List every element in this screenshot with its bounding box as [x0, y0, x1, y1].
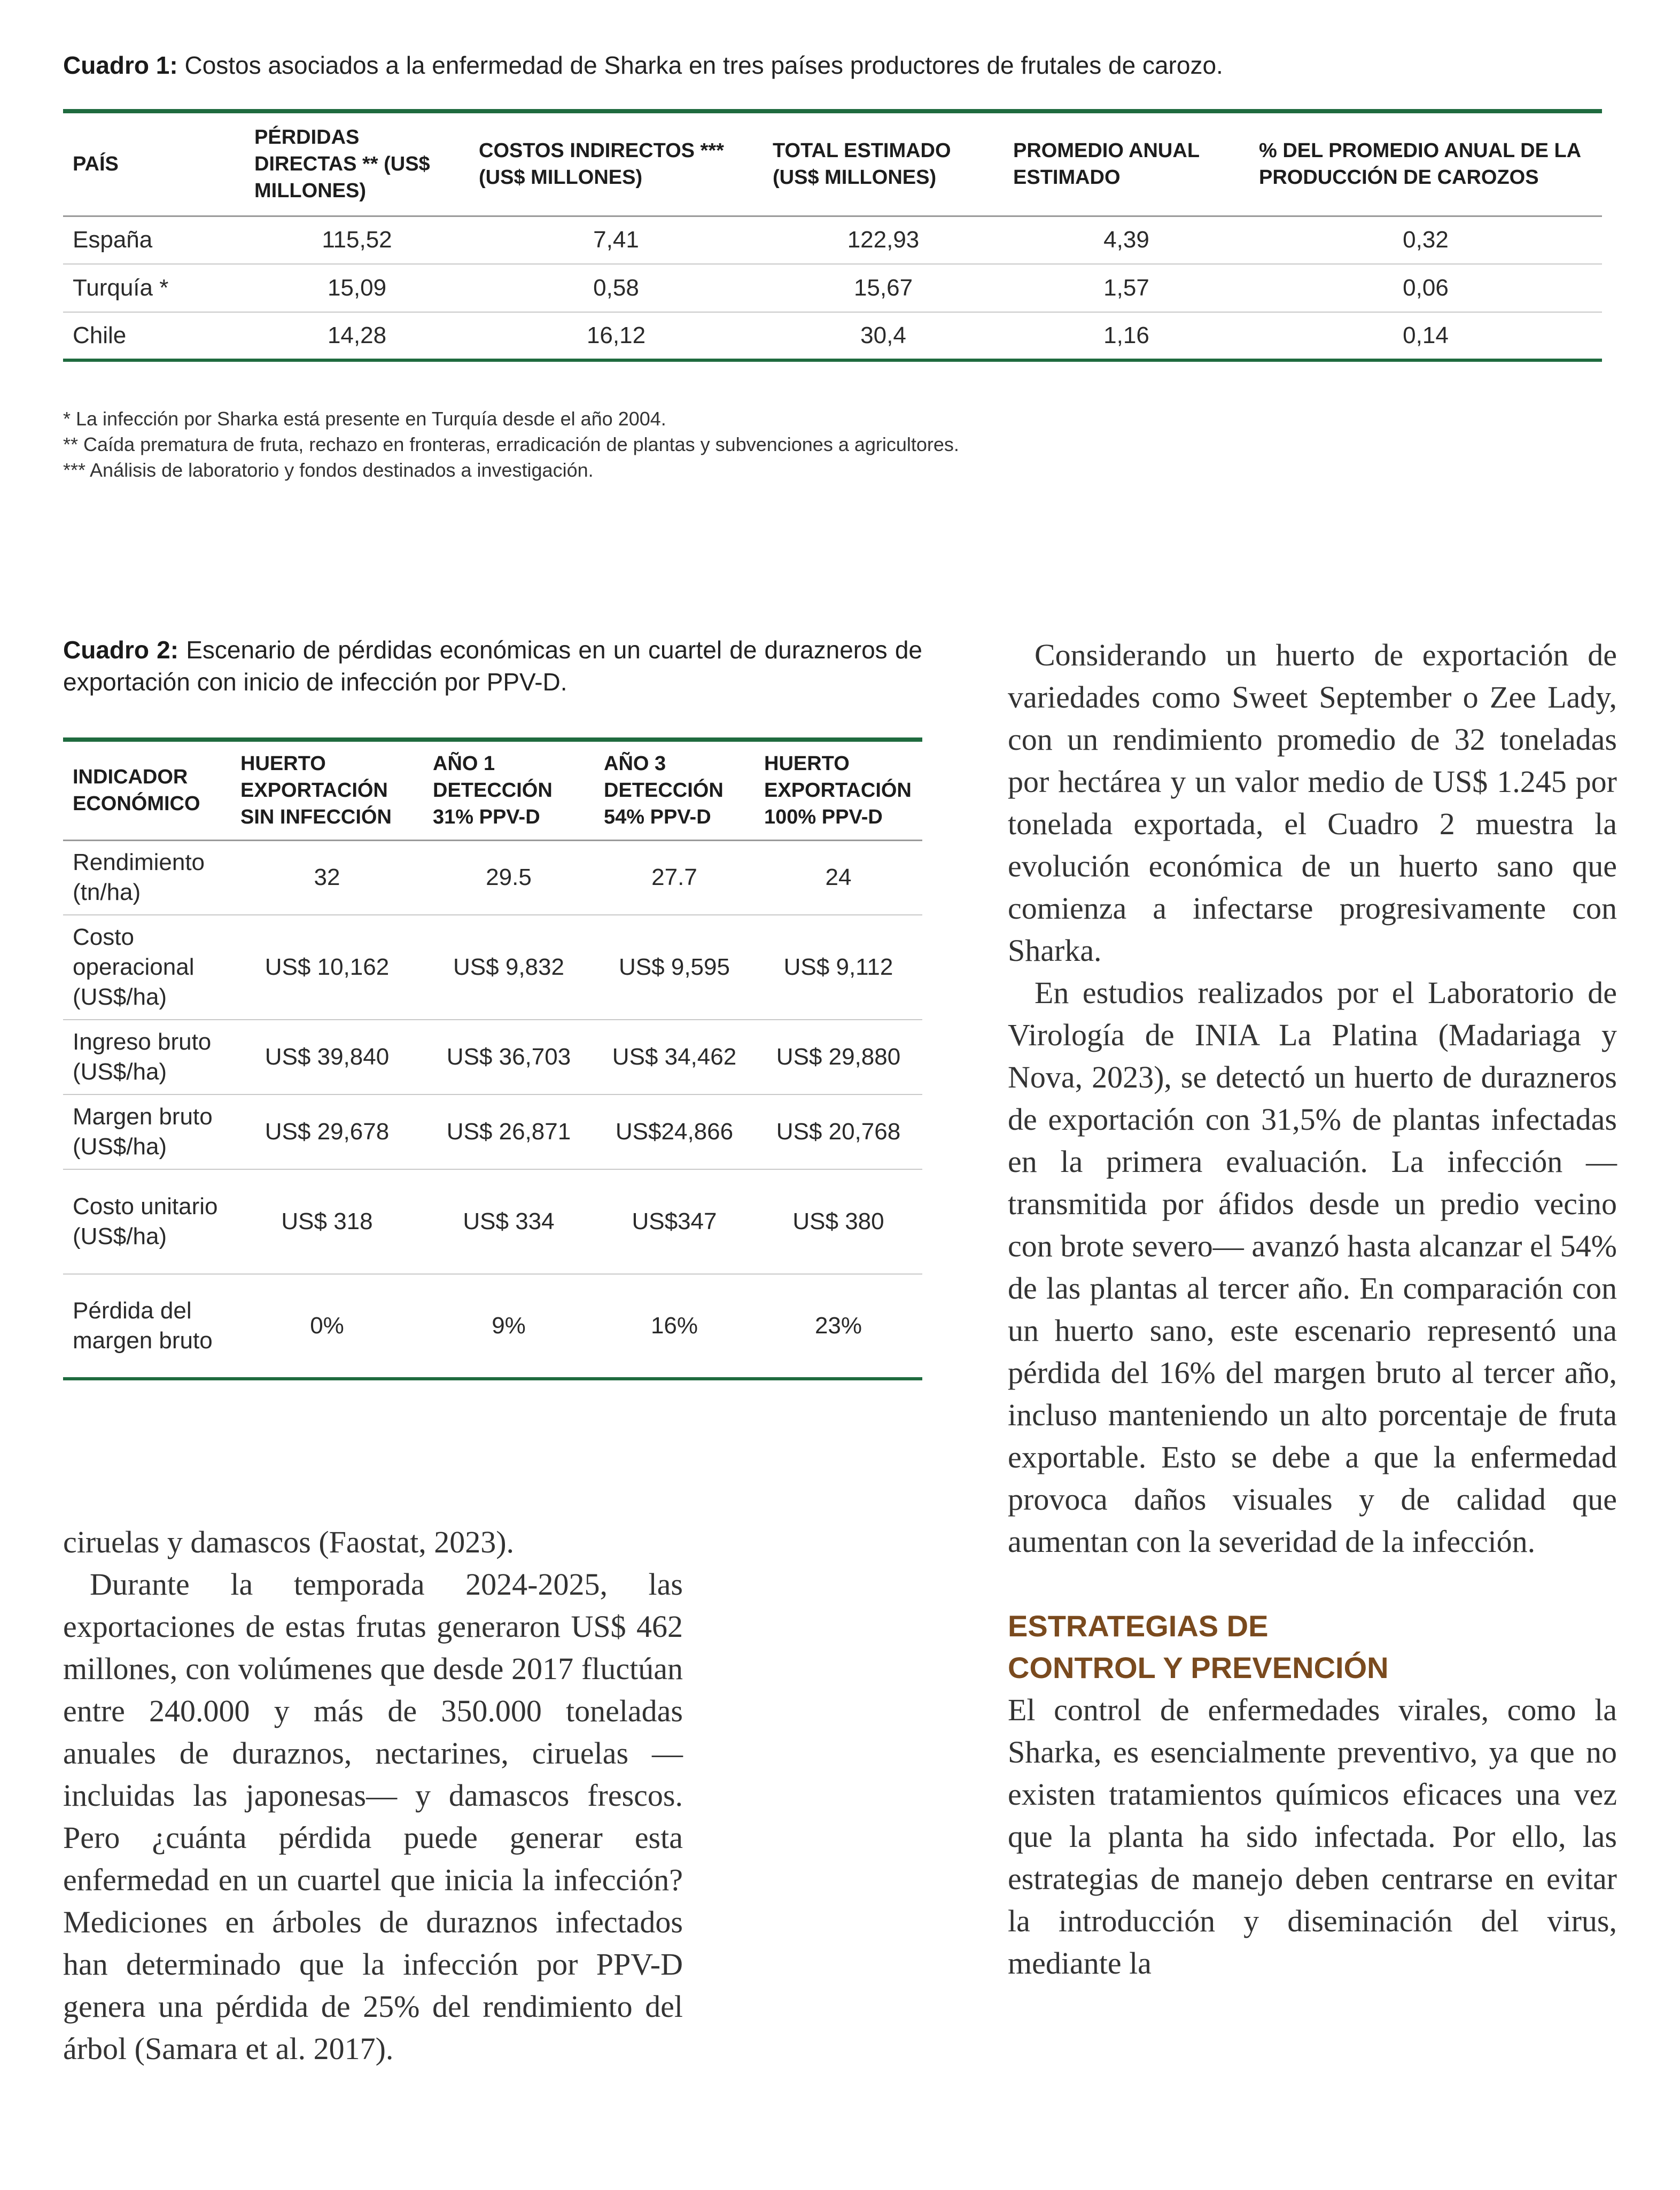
table1-cell: 14,28: [245, 312, 469, 360]
table-row: [63, 1020, 922, 1094]
table1-header-perdidas: PÉRDIDAS DIRECTAS ** (US$ MILLONES): [245, 111, 469, 216]
table1-cell: 0,58: [469, 264, 763, 312]
table1-cell: 15,67: [763, 264, 1004, 312]
table-row: [63, 1094, 922, 1169]
table2-caption-label: Cuadro 2:: [63, 636, 179, 664]
table2-cell: Rendimiento (tn/ha): [73, 849, 205, 906]
table2-cell: US$ 9,595: [594, 915, 755, 1020]
footnote: ** Caída prematura de fruta, rechazo en fronteras, erradicación de plantas y subvenciones a agricultores.: [63, 433, 959, 455]
table2-cell: Costo operacional (US$/ha): [63, 915, 231, 1020]
table1-cell: 115,52: [322, 227, 392, 253]
right-paragraph-3: El control de enfermedades virales, como la Sharka, es esencialmente preventivo, ya que no existen tratamientos químicos eficaces una vez que la planta ha sido infectada. Por ello, las estrategias de manejo deben centrarse en evitar la introducción y diseminación del virus, mediante la: [1008, 1692, 1617, 1981]
table1-cell: 1,16: [1004, 312, 1249, 360]
table2-cell: US$347: [594, 1169, 755, 1274]
table2-cell: US$ 20,768: [755, 1094, 922, 1169]
table2-cell: US$ 29,678: [231, 1094, 423, 1169]
table1-header-indirectos: COSTOS INDIRECTOS *** (US$ MILLONES): [469, 111, 763, 216]
table-row: [63, 840, 922, 915]
table1-cell: 15,09: [245, 264, 469, 312]
left-paragraph-1: ciruelas y damascos (Faostat, 2023).: [63, 1525, 515, 1559]
left-column-text: [63, 1521, 683, 2070]
table1-caption-text: Costos asociados a la enfermedad de Sharka en tres países productores de frutales de carozo.: [177, 51, 1223, 79]
left-paragraph-2: Durante la temporada 2024-2025, las exportaciones de estas frutas generaron US$ 462 millones, con volúmenes que desde 2017 fluctúan entre 240.000 y más de 350.000 toneladas anuales de duraznos, nectarines, ciruelas —incluidas las japonesas— y damascos frescos. Pero ¿cuánta pérdida puede generar esta enfermedad en un cuartel que inicia la infección? Mediciones en árboles de duraznos infectados han determinado que la infección por PPV-D genera una pérdida de 25% del rendimiento del árbol (Samara et al. 2017).: [63, 1567, 683, 2066]
table2-cell: 24: [825, 864, 852, 891]
table2-header-indicador: INDICADOR ECONÓMICO: [63, 740, 231, 840]
table2-cell: 9%: [423, 1274, 594, 1379]
table2-cell: 23%: [755, 1274, 922, 1379]
table2-cell: US$ 318: [231, 1169, 423, 1274]
table2-cell: 0%: [231, 1274, 423, 1379]
table2-cell: US$ 9,832: [423, 915, 594, 1020]
table1-cell: 0,06: [1249, 264, 1602, 312]
table1-header-total: TOTAL ESTIMADO (US$ MILLONES): [763, 111, 1004, 216]
table2-cell: US$ 334: [423, 1169, 594, 1274]
table1-cell: 0,32: [1403, 227, 1449, 253]
table2-cell: US$ 380: [755, 1169, 922, 1274]
table2-cell: 16%: [594, 1274, 755, 1379]
table1-cell: 122,93: [847, 227, 920, 253]
right-column-text: [1008, 634, 1617, 1984]
section-title-line2: CONTROL Y PREVENCIÓN: [1008, 1651, 1389, 1684]
table2-cell: Pérdida del margen bruto: [63, 1274, 231, 1379]
table2-cell: US$ 29,880: [755, 1020, 922, 1094]
footnote: * La infección por Sharka está presente en Turquía desde el año 2004.: [63, 408, 666, 430]
footnote: *** Análisis de laboratorio y fondos destinados a investigación.: [63, 459, 594, 481]
table2-cell: 32: [314, 864, 340, 891]
table1-header-porcentaje: % DEL PROMEDIO ANUAL DE LA PRODUCCIÓN DE CAROZOS: [1249, 111, 1602, 216]
table2-header-100: HUERTO EXPORTACIÓN 100% PPV-D: [755, 740, 922, 840]
table-row: [63, 264, 1602, 312]
table1-cell: 4,39: [1103, 227, 1149, 253]
table1-cell: 16,12: [469, 312, 763, 360]
right-paragraph-2: En estudios realizados por el Laboratorio de Virología de INIA La Platina (Madariaga y Nova, 2023), se detectó un huerto de durazneros de exportación con 31,5% de plantas infectadas en la primera evaluación. La infección —transmitida por áfidos desde un predio vecino con brote severo— avanzó hasta alcanzar el 54% de las plantas al tercer año. En comparación con un huerto sano, este escenario representó una pérdida del 16% del margen bruto al tercer año, incluso manteniendo un alto porcentaje de fruta exportable. Esto se debe a que la enfermedad provoca daños visuales y de calidad que aumentan con la severidad de la infección.: [1008, 975, 1617, 1559]
table1-cell: 7,41: [593, 227, 639, 253]
table1-cell: 1,57: [1004, 264, 1249, 312]
table2-cell: US$ 10,162: [231, 915, 423, 1020]
table2-cell: Margen bruto (US$/ha): [63, 1094, 231, 1169]
table1-cell: Chile: [63, 312, 245, 360]
table-row: [63, 1274, 922, 1379]
table1-caption: [63, 49, 1602, 81]
table1-header-row: [63, 111, 1602, 216]
table1-caption-label: Cuadro 1:: [63, 51, 178, 79]
table2-header-ano3: AÑO 3 DETECCIÓN 54% PPV-D: [594, 740, 755, 840]
table-row: [63, 915, 922, 1020]
table-row: [63, 1169, 922, 1274]
table1-header-pais: PAÍS: [63, 111, 245, 216]
table1-footnotes: [63, 406, 959, 483]
table1: [63, 109, 1602, 362]
table2-caption: [63, 634, 922, 698]
table2-cell: Ingreso bruto (US$/ha): [63, 1020, 231, 1094]
table-row: [63, 216, 1602, 264]
table2-cell: US$24,866: [594, 1094, 755, 1169]
table2-cell: US$ 36,703: [423, 1020, 594, 1094]
table1-cell: 30,4: [763, 312, 1004, 360]
section-title-line1: ESTRATEGIAS DE: [1008, 1609, 1269, 1643]
table2-cell: US$ 39,840: [231, 1020, 423, 1094]
table2-cell: 29.5: [486, 864, 532, 891]
table1-header-promedio: PROMEDIO ANUAL ESTIMADO: [1004, 111, 1249, 216]
table-row: [63, 312, 1602, 360]
table2-cell: US$ 9,112: [755, 915, 922, 1020]
table2-header-ano1: AÑO 1 DETECCIÓN 31% PPV-D: [423, 740, 594, 840]
table2-cell: US$ 26,871: [423, 1094, 594, 1169]
table2-header-sin-infeccion: HUERTO EXPORTACIÓN SIN INFECCIÓN: [231, 740, 423, 840]
table2-caption-text: Escenario de pérdidas económicas en un cuartel de durazneros de exportación con inicio de infección por PPV-D.: [63, 636, 922, 696]
table2-cell: US$ 34,462: [594, 1020, 755, 1094]
table2-cell: Costo unitario (US$/ha): [63, 1169, 231, 1274]
table1-cell: Turquía *: [63, 264, 245, 312]
right-paragraph-1: Considerando un huerto de exportación de variedades como Sweet September o Zee Lady, con un rendimiento promedio de 32 toneladas por hectárea y un valor medio de US$ 1.245 por tonelada exportada, el Cuadro 2 muestra la evolución económica de un huerto sano que comienza a infectarse progresivamente con Sharka.: [1008, 638, 1617, 968]
table1-cell: 0,14: [1249, 312, 1602, 360]
table2: [63, 737, 922, 1380]
table2-header-row: [63, 740, 922, 840]
table1-cell: España: [73, 227, 153, 253]
table2-cell: 27.7: [651, 864, 697, 891]
